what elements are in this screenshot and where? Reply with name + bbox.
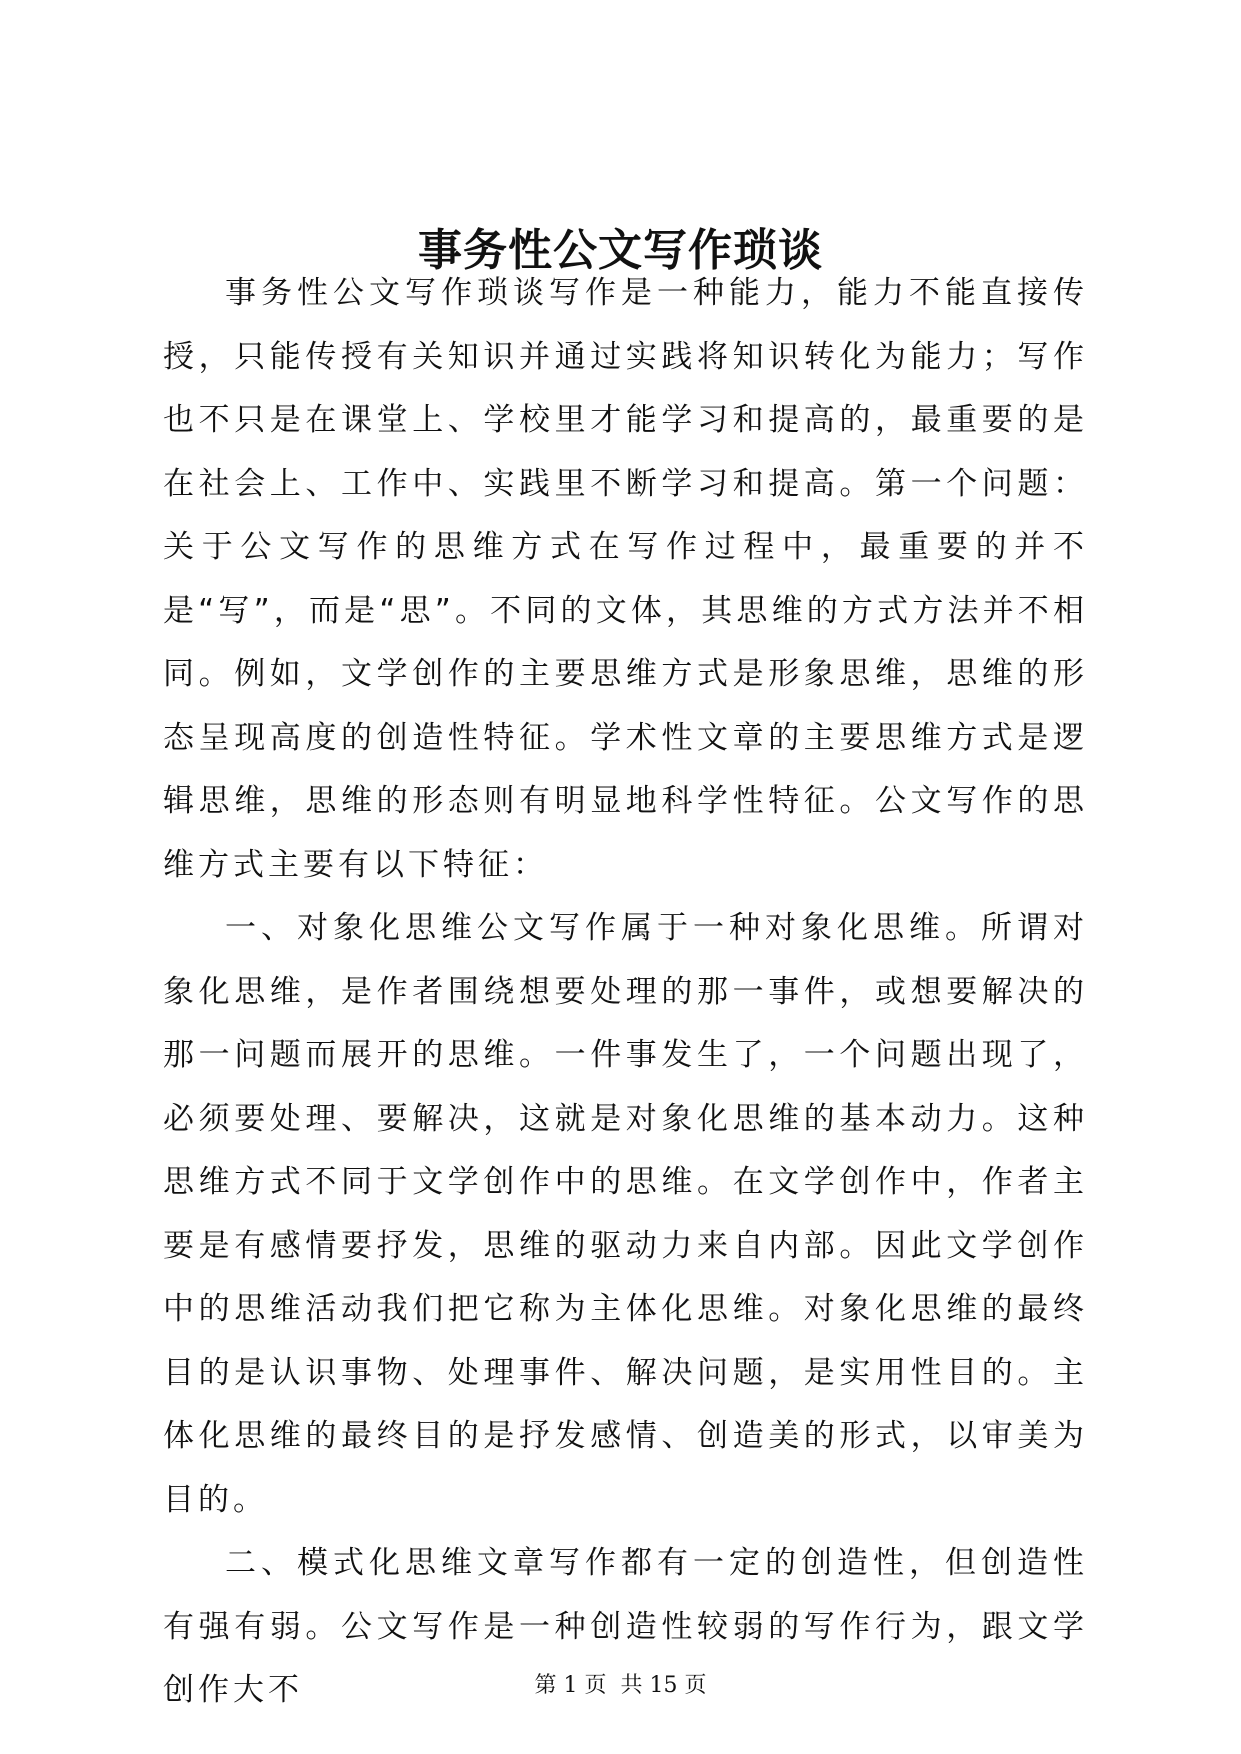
page-number: 第 1 页	[534, 1673, 607, 1698]
document-title: 事务性公文写作琐谈	[418, 225, 823, 276]
page-footer	[0, 1672, 1241, 1700]
paragraph-section-two: 二、模式化思维文章写作都有一定的创造性，但创造性有强有弱。公文写作是一种创造性较弱的写作行为，跟文学创作大不	[163, 1545, 1088, 1708]
document-body	[163, 262, 1088, 1723]
paragraph-section-one: 一、对象化思维公文写作属于一种对象化思维。所谓对象化思维，是作者围绕想要处理的那一事件，或想要解决的那一问题而展开的思维。一件事发生了，一个问题出现了，必须要处理、要解决，这就是对象化思维的基本动力。这种思维方式不同于文学创作中的思维。在文学创作中，作者主要是有感情要抒发，思维的驱动力来自内部。因此文学创作中的思维活动我们把它称为主体化思维。对象化思维的最终目的是认识事物、处理事件、解决问题，是实用性目的。主体化思维的最终目的是抒发感情、创造美的形式，以审美为目的。	[163, 910, 1088, 1518]
page-total: 共 15 页	[620, 1673, 707, 1698]
paragraph-intro: 事务性公文写作琐谈写作是一种能力，能力不能直接传授，只能传授有关知识并通过实践将知识转化为能力；写作也不只是在课堂上、学校里才能学习和提高的，最重要的是在社会上、工作中、实践里不断学习和提高。第一个问题：关于公文写作的思维方式在写作过程中，最重要的并不是“写”，而是“思”。不同的文体，其思维的方式方法并不相同。例如，文学创作的主要思维方式是形象思维，思维的形态呈现高度的创造性特征。学术性文章的主要思维方式是逻辑思维，思维的形态则有明显地科学性特征。公文写作的思维方式主要有以下特征：	[163, 275, 1088, 883]
